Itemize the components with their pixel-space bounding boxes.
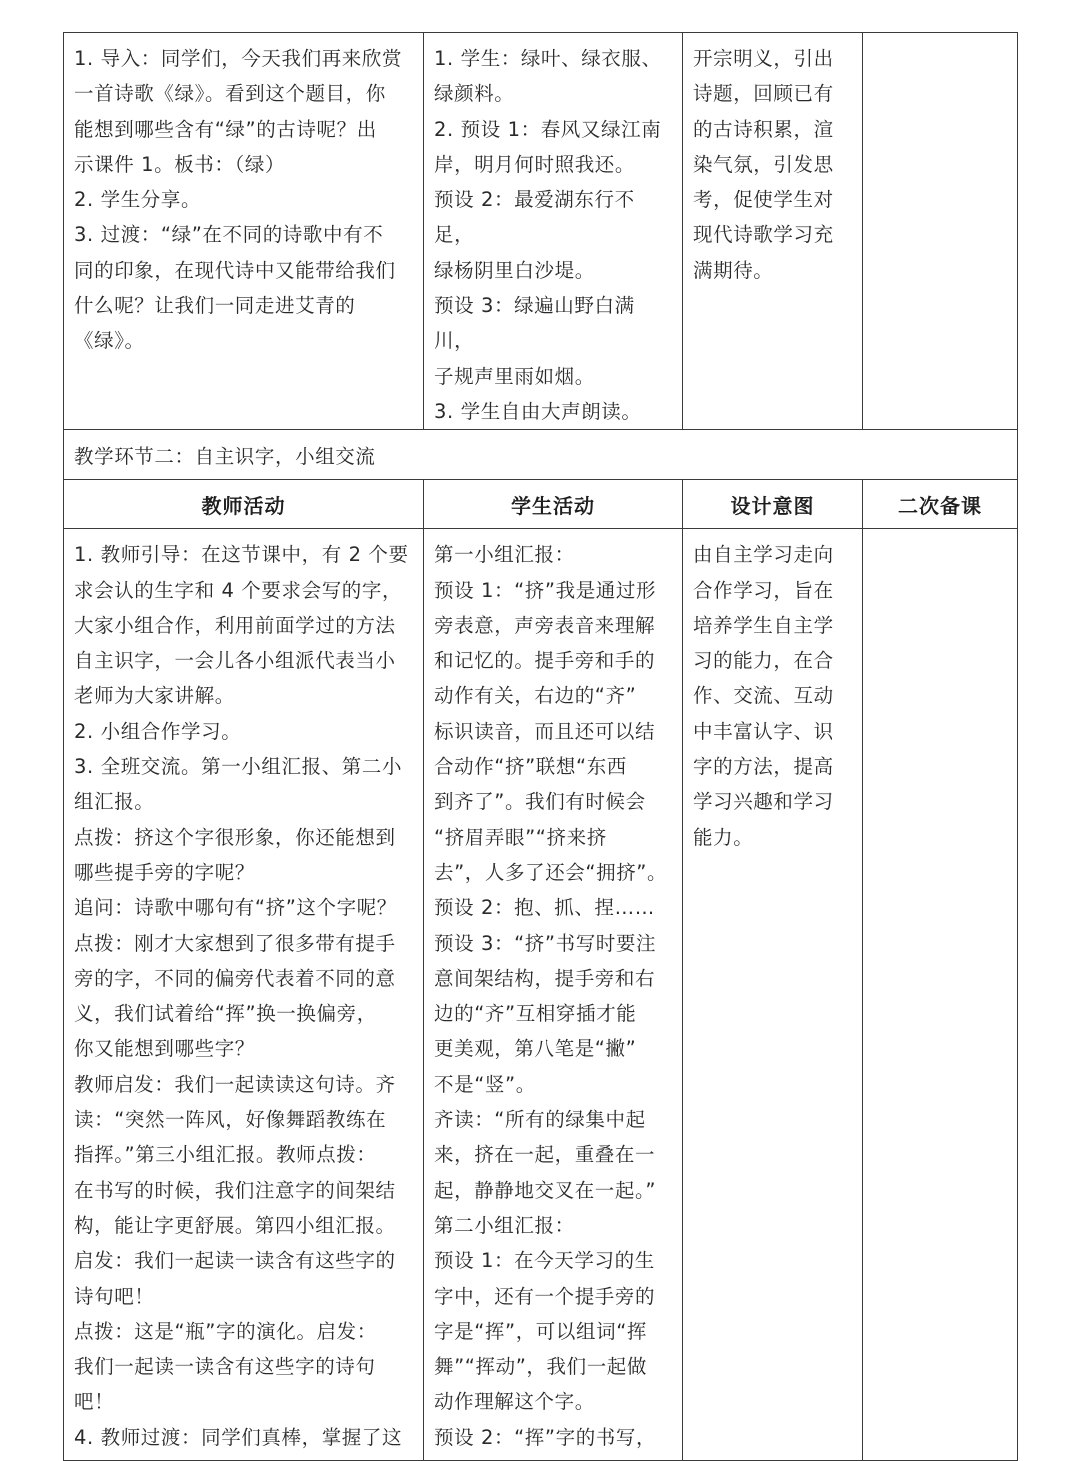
text-line: 什么呢？让我们一同走进艾青的: [74, 294, 356, 318]
section1-student-cell: [424, 33, 683, 430]
text-line: 4. 教师过渡：同学们真棒，掌握了这: [74, 1425, 403, 1449]
text-line: 起，静静地交叉在一起。”: [434, 1178, 657, 1202]
text-line: 由自主学习走向: [693, 543, 834, 567]
text-line: 染气氛，引发思: [693, 152, 834, 176]
text-line: 你又能想到哪些字？: [74, 1037, 255, 1061]
text-line: 字是“挥”，可以组词“挥: [434, 1319, 648, 1343]
section2-title-cell: [64, 430, 1018, 480]
text-line: 1. 导入：同学们，今天我们再来欣赏: [74, 47, 403, 70]
text-line: 字的方法，提高: [693, 755, 834, 779]
text-line: 预设 3：绿遍山野白满川，: [434, 294, 635, 353]
text-line: 中丰富认字、识: [693, 719, 834, 743]
text-line: 绿杨阴里白沙堤。: [434, 258, 595, 282]
text-line: 合动作“挤”联想“东西: [434, 755, 627, 779]
text-line: 学习兴趣和学习: [693, 790, 834, 814]
text-line: 边的“齐”互相穿插才能: [434, 1002, 637, 1026]
text-line: 3. 全班交流。第一小组汇报、第二小: [74, 755, 403, 779]
header-second-prep: 二次备课: [863, 480, 1018, 529]
text-line: 一首诗歌《绿》。看到这个题目，你: [74, 82, 386, 106]
section2-prep-cell: [863, 529, 1018, 1461]
text-line: 习的能力，在合: [693, 649, 834, 673]
text-line: 到齐了”。我们有时候会: [434, 790, 646, 814]
text-line: 诗句吧！: [74, 1284, 155, 1308]
text-line: 齐读：“所有的绿集中起: [434, 1108, 646, 1132]
text-line: 旁的字，不同的偏旁代表着不同的意: [74, 966, 396, 990]
text-line: 求会认的生字和 4 个要求会写的字，: [74, 578, 403, 602]
lesson-plan-table: [63, 32, 1018, 1461]
text-line: 预设 1：“挤”我是通过形: [434, 578, 657, 602]
section1-prep-cell: [863, 33, 1018, 430]
text-line: 哪些提手旁的字呢？: [74, 860, 255, 884]
text-line: 更美观，第八笔是“撇”: [434, 1037, 637, 1061]
text-line: 意间架结构，提手旁和右: [434, 966, 656, 990]
header-row: [64, 480, 1018, 529]
student-activity-text: [424, 33, 682, 429]
section1-teacher-cell: [64, 33, 424, 430]
section1-row: [64, 33, 1018, 430]
text-line: 能力。: [693, 825, 754, 849]
text-line: 子规声里雨如烟。: [434, 364, 595, 388]
text-line: 诗题，回顾已有: [693, 82, 834, 106]
text-line: 动作有关，右边的“齐”: [434, 684, 637, 708]
text-line: 我们一起读一读含有这些字的诗句: [74, 1355, 376, 1379]
text-line: 点拨：刚才大家想到了很多带有提手: [74, 931, 396, 955]
header-teacher-activity: 教师活动: [64, 480, 424, 529]
text-line: 动作理解这个字。: [434, 1390, 595, 1414]
teacher-activity-text: [64, 33, 423, 359]
text-line: 能想到哪些含有“绿”的古诗呢？出: [74, 117, 377, 141]
text-line: 现代诗歌学习充: [693, 223, 834, 247]
section2-row: [64, 529, 1018, 1461]
text-line: 去”，人多了还会“拥挤”。: [434, 860, 668, 884]
text-line: 作、交流、互动: [693, 684, 834, 708]
text-line: 预设 2：最爱湖东行不足，: [434, 188, 635, 247]
section2-student-cell: [424, 529, 683, 1461]
section2-intent-cell: [683, 529, 863, 1461]
text-line: 2. 预设 1：春风又绿江南: [434, 117, 662, 141]
text-line: 组汇报。: [74, 790, 155, 814]
text-line: 2. 学生分享。: [74, 188, 202, 212]
text-line: 自主识字，一会儿各小组派代表当小: [74, 649, 396, 673]
text-line: 大家小组合作，利用前面学过的方法: [74, 613, 396, 637]
design-intent-text: [683, 33, 862, 288]
text-line: 3. 学生自由大声朗读。: [434, 399, 642, 423]
header-student-activity: 学生活动: [424, 480, 683, 529]
text-line: 舞”“挥动”，我们一起做: [434, 1355, 648, 1379]
text-line: 义，我们试着给“挥”换一换偏旁，: [74, 1002, 377, 1026]
text-line: 1. 教师引导：在这节课中，有 2 个要: [74, 543, 409, 567]
text-line: 培养学生自主学: [693, 613, 834, 637]
text-line: 1. 学生：绿叶、绿衣服、: [434, 47, 662, 70]
text-line: 构，能让字更舒展。第四小组汇报。: [74, 1213, 396, 1237]
text-line: 预设 3：“挤”书写时要注: [434, 931, 657, 955]
text-line: “挤眉弄眼”“挤来挤: [434, 825, 607, 849]
text-line: 3. 过渡：“绿”在不同的诗歌中有不: [74, 223, 384, 247]
section2-teacher-cell: [64, 529, 424, 1461]
text-line: 和记忆的。提手旁和手的: [434, 649, 656, 673]
header-design-intent: 设计意图: [683, 480, 863, 529]
text-line: 字中，还有一个提手旁的: [434, 1284, 656, 1308]
design-intent-text: [683, 529, 862, 855]
text-line: 2. 小组合作学习。: [74, 719, 242, 743]
section1-intent-cell: [683, 33, 863, 430]
text-line: 指挥。”第三小组汇报。教师点拨：: [74, 1143, 377, 1167]
text-line: 读：“突然一阵风，好像舞蹈教练在: [74, 1108, 387, 1132]
text-line: 第二小组汇报：: [434, 1213, 575, 1237]
text-line: 绿颜料。: [434, 82, 515, 106]
text-line: 旁表意，声旁表音来理解: [434, 613, 656, 637]
text-line: 预设 2：“挥”字的书写，: [434, 1425, 657, 1449]
student-activity-text: [424, 529, 682, 1455]
section2-title-row: [64, 430, 1018, 480]
text-line: 来，挤在一起，重叠在一: [434, 1143, 656, 1167]
text-line: 吧！: [74, 1390, 115, 1414]
text-line: 第一小组汇报：: [434, 543, 575, 567]
text-line: 预设 2：抱、抓、捏……: [434, 896, 655, 920]
text-line: 岸，明月何时照我还。: [434, 152, 636, 176]
text-line: 启发：我们一起读一读含有这些字的: [74, 1249, 396, 1273]
text-line: 《绿》。: [74, 329, 145, 353]
text-line: 教师启发：我们一起读读这句诗。齐: [74, 1072, 396, 1096]
teacher-activity-text: [64, 529, 423, 1455]
text-line: 在书写的时候，我们注意字的间架结: [74, 1178, 396, 1202]
text-line: 考，促使学生对: [693, 188, 834, 212]
text-line: 满期待。: [693, 258, 774, 282]
text-line: 标识读音，而且还可以结: [434, 719, 656, 743]
text-line: 点拨：这是“瓶”字的演化。启发：: [74, 1319, 377, 1343]
text-line: 合作学习，旨在: [693, 578, 834, 602]
section-title: 教学环节二：自主识字，小组交流: [74, 445, 376, 469]
text-line: 同的印象，在现代诗中又能带给我们: [74, 258, 396, 282]
text-line: 预设 1：在今天学习的生: [434, 1249, 655, 1273]
text-line: 的古诗积累，渲: [693, 117, 834, 141]
text-line: 老师为大家讲解。: [74, 684, 235, 708]
text-line: 不是“竖”。: [434, 1072, 536, 1096]
text-line: 示课件 1。板书：（绿）: [74, 152, 286, 176]
text-line: 点拨：挤这个字很形象，你还能想到: [74, 825, 396, 849]
text-line: 开宗明义，引出: [693, 47, 834, 70]
text-line: 追问：诗歌中哪句有“挤”这个字呢？: [74, 896, 397, 920]
